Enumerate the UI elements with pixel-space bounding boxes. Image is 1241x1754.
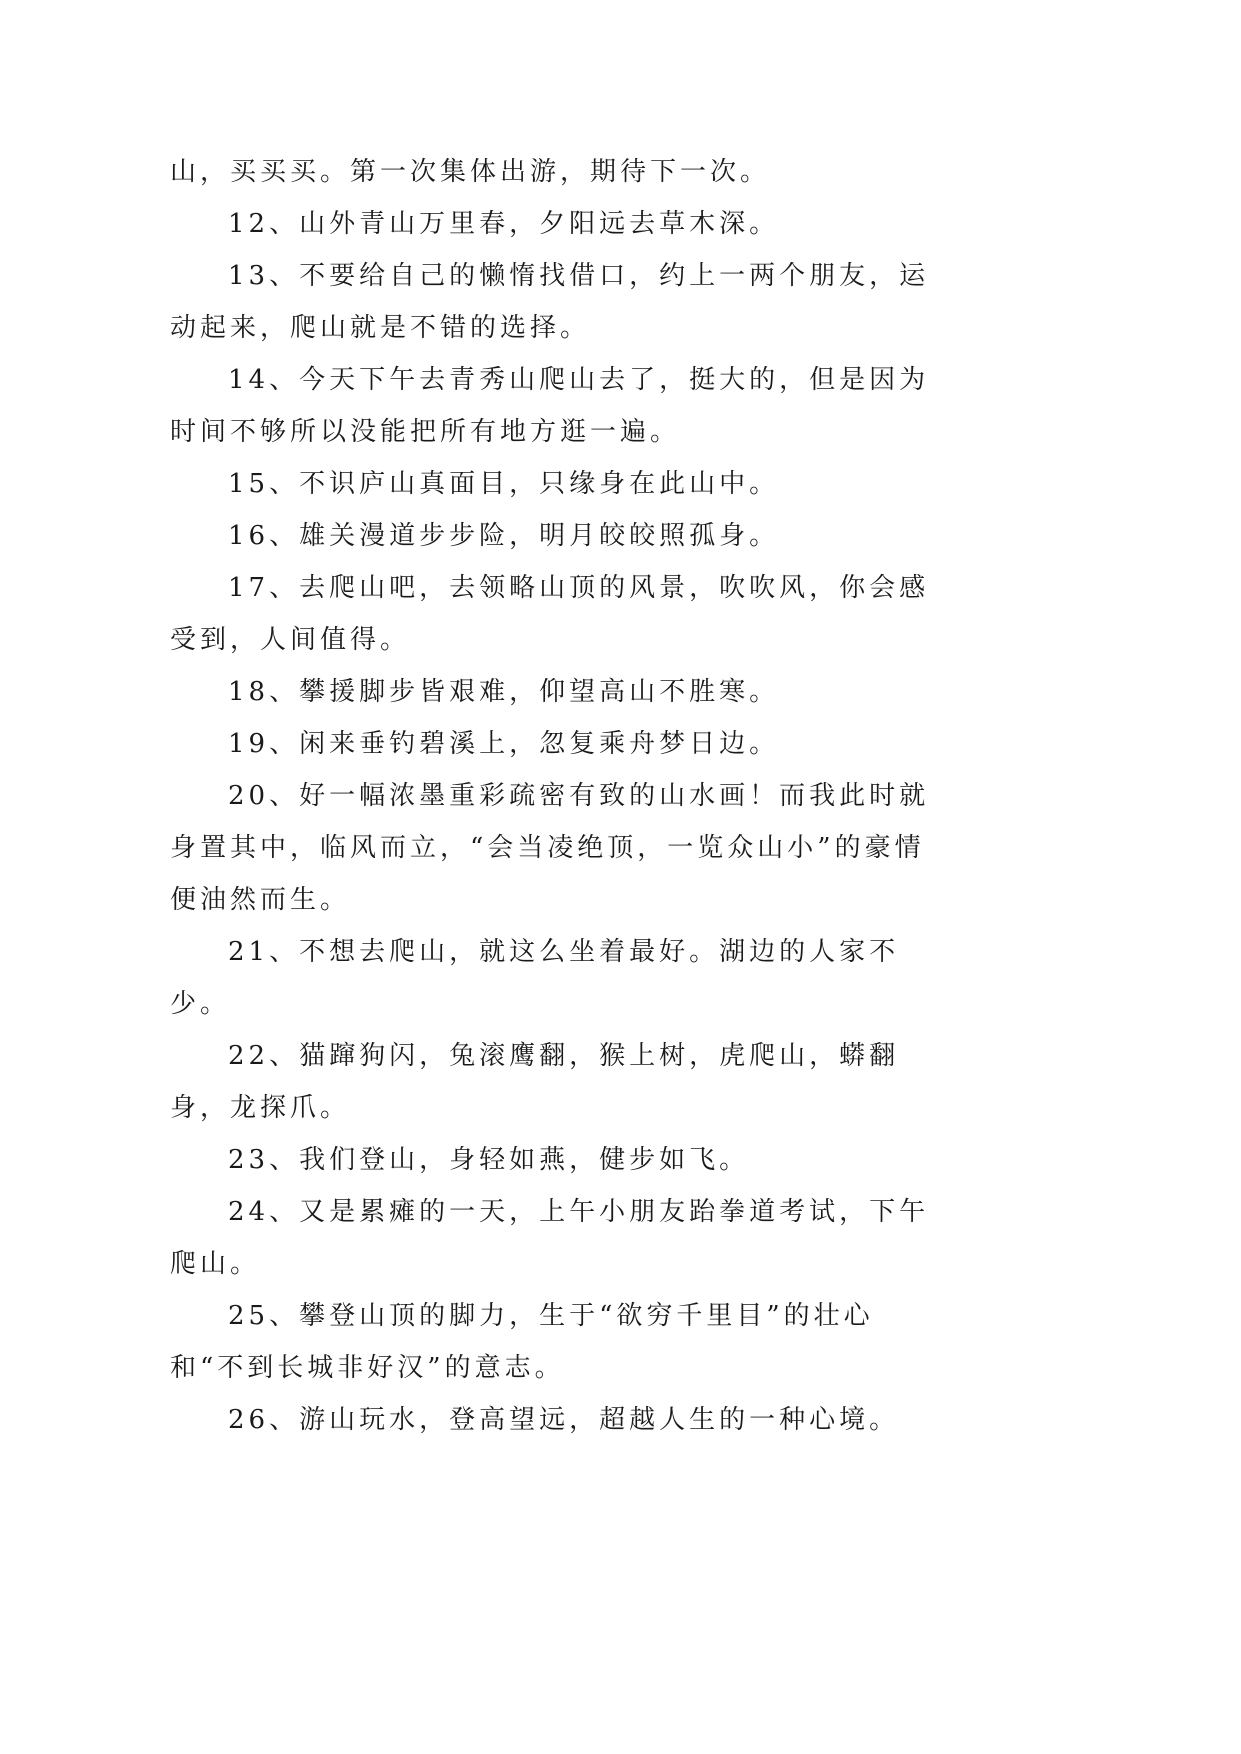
quote-19: 19、闲来垂钓碧溪上，忽复乘舟梦日边。 (228, 729, 780, 759)
quote-21: 21、不想去爬山，就这么坐着最好。湖边的人家不少。 (170, 937, 900, 1019)
quote-17: 17、去爬山吧，去领略山顶的风景，吹吹风，你会感受到，人间值得。 (170, 573, 930, 655)
quote-13: 13、不要给自己的懒惰找借口，约上一两个朋友，运动起来，爬山就是不错的选择。 (170, 261, 930, 343)
quote-24: 24、又是累瘫的一天，上午小朋友跆拳道考试，下午爬山。 (170, 1197, 930, 1279)
quote-15: 15、不识庐山真面目，只缘身在此山中。 (228, 469, 780, 499)
quote-26: 26、游山玩水，登高望远，超越人生的一种心境。 (228, 1405, 900, 1435)
quote-22: 22、猫蹿狗闪，兔滚鹰翻，猴上树，虎爬山，蟒翻身，龙探爪。 (170, 1041, 900, 1123)
quote-20: 20、好一幅浓墨重彩疏密有致的山水画！而我此时就身置其中，临风而立，“会当凌绝顶，一览众山小”的豪情便油然而生。 (170, 781, 930, 915)
quote-16: 16、雄关漫道步步险，明月皎皎照孤身。 (228, 521, 780, 551)
quote-18: 18、攀援脚步皆艰难，仰望高山不胜寒。 (228, 677, 780, 707)
document-body (170, 146, 945, 1446)
quote-23: 23、我们登山，身轻如燕，健步如飞。 (228, 1145, 750, 1175)
quote-12: 12、山外青山万里春，夕阳远去草木深。 (228, 209, 780, 239)
quote-25: 25、攀登山顶的脚力，生于“欲穷千里目”的壮心和“不到长城非好汉”的意志。 (170, 1301, 874, 1383)
paragraph-continuation: 山，买买买。第一次集体出游，期待下一次。 (170, 157, 771, 187)
quote-14: 14、今天下午去青秀山爬山去了，挺大的，但是因为时间不够所以没能把所有地方逛一遍。 (170, 365, 930, 447)
